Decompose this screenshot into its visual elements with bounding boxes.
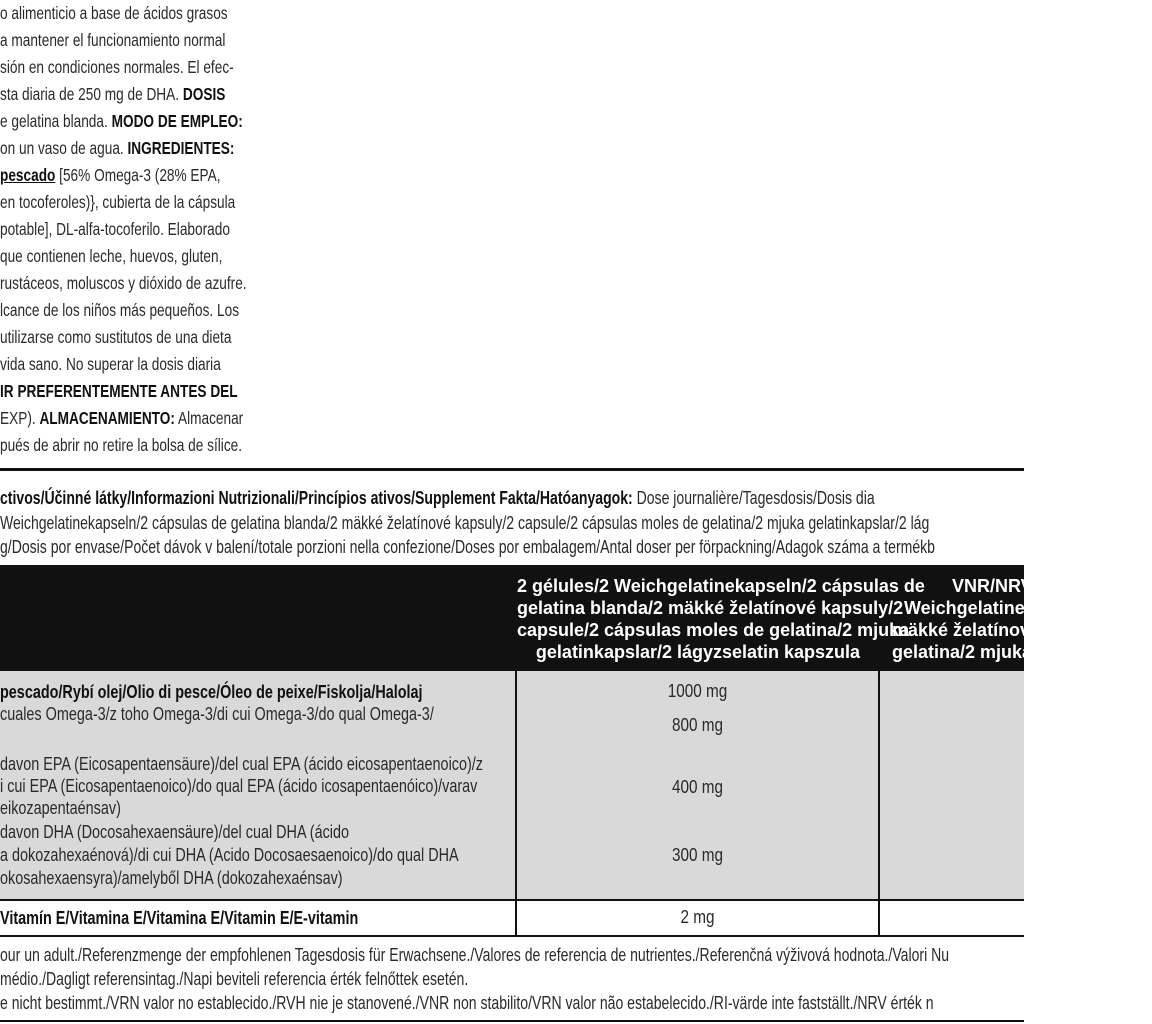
value-vitamin-e: 2 mg: [680, 907, 715, 927]
text-segment: vida sano. No superar la dosis diaria: [0, 354, 221, 374]
spanish-label-line: [0, 216, 230, 242]
spanish-label-line: [0, 378, 238, 404]
bold-segment: IR PREFERENTEMENTE ANTES DEL: [0, 381, 238, 401]
bottom-divider: [0, 1020, 1024, 1022]
nrv-header-line: gelatina/2 mjuka g: [892, 642, 1049, 662]
bold-segment: MODO DE EMPLEO:: [111, 111, 243, 131]
text-segment: on un vaso de agua.: [0, 138, 128, 158]
table-header: [0, 565, 1056, 671]
text-segment: que contienen leche, huevos, gluten,: [0, 246, 223, 266]
nrv-header-line: Weichgelatinekap: [904, 598, 1056, 618]
spanish-label-text: [0, 0, 268, 468]
value-omega3: 800 mg: [671, 715, 724, 735]
row-epa-line3: eikozapentaénsav): [0, 798, 121, 818]
nrv-header-line: VNR/NRV: [952, 576, 1033, 596]
row-epa-line2: i cui EPA (Eicosapentaenoico)/do qual EPA (ácido icosapentaenóico)/varav: [0, 776, 478, 796]
bold-segment: DOSIS: [182, 84, 226, 104]
text-segment: lcance de los niños más pequeños. Los: [0, 300, 240, 320]
spanish-label-line: [0, 0, 228, 26]
text-segment: rustáceos, moluscos y dióxido de azufre.: [0, 273, 247, 293]
row-dha-line2: a dokozahexaénová)/di cui DHA (Acido Docosaesaenoico)/do qual DHA: [0, 845, 459, 865]
text-segment: EXP).: [0, 408, 40, 428]
dose-header-line: capsule/2 cápsulas moles de gelatina/2 mjuka: [517, 620, 910, 640]
dose-header-line: 2 gélules/2 Weichgelatinekapseln/2 cápsulas de: [517, 576, 925, 596]
table-bottom-border: [0, 935, 1024, 937]
row-dha-line1: davon DHA (Docosahexaensäure)/del cual DHA (ácido: [0, 822, 349, 842]
table-body: [0, 671, 1024, 899]
serving-size-line: Weichgelatinekapseln/2 cápsulas de gelatina blanda/2 mäkké želatínové kapsuly/2 capsule/2 cápsulas moles de gelatina/2 mjuka gelatinkapslar/2 lág: [0, 513, 930, 533]
value-fish-oil: 1000 mg: [667, 681, 728, 701]
spanish-label-line: [0, 324, 231, 350]
text-segment: sta diaria de 250 mg de DHA.: [0, 84, 183, 104]
servings-per-container-line: g/Dosis por envase/Počet dávok v balení/totale porzioni nella confezione/Doses por embalagem/Antal doser per förpackning/Adagok száma a termékb: [0, 537, 935, 557]
active-ingredients-header: [0, 486, 875, 510]
row-epa-line1: davon EPA (Eicosapentaensäure)/del cual EPA (ácido eicosapentaenoico)/z: [0, 754, 483, 774]
spanish-label-line: [0, 108, 243, 134]
text-segment: potable], DL-alfa-tocoferilo. Elaborado: [0, 219, 230, 239]
spanish-label-line: [0, 270, 247, 296]
footnote-reference-values: our un adult./Referenzmenge der empfohlenen Tagesdosis für Erwachsene./Valores de referencia de nutrientes./Referenčná výživová hodnota./Valori Nu: [0, 945, 950, 965]
text-segment: sión en condiciones normales. El efec-: [0, 57, 234, 77]
spanish-label-line: [0, 162, 221, 188]
spanish-label-line: [0, 135, 234, 161]
active-ingredients-title: ctivos/Účinné látky/Informazioni Nutrizionali/Princípios ativos/Supplement Fakta/Hatóanyagok:: [0, 488, 633, 508]
dose-header-line: gelatina blanda/2 mäkké želatínové kapsuly/2: [517, 598, 904, 618]
text-segment: o alimenticio a base de ácidos grasos: [0, 3, 228, 23]
text-segment: utilizarse como sustitutos de una dieta: [0, 327, 232, 347]
spanish-label-line: [0, 189, 235, 215]
row-dha-line3: okosahexaensyra)/amelyből DHA (dokozahexaénsav): [0, 868, 343, 888]
vitamin-e-row: [0, 901, 1024, 935]
nutrition-table: [0, 565, 1056, 935]
bold-segment: pescado: [0, 165, 56, 185]
column-divider: [515, 671, 517, 935]
value-epa: 400 mg: [671, 777, 724, 797]
row-omega3: cuales Omega-3/z toho Omega-3/di cui Omega-3/do qual Omega-3/: [0, 704, 434, 724]
top-divider: [0, 468, 1024, 471]
spanish-label-line: [0, 27, 225, 53]
footnote-nrv-not-established: e nicht bestimmt./VRN valor no establecido./RVH nie je stanovené./VNR non stabilito/VRN valor não estabelecido./RI-värde inte fastställt./NRV érték n: [0, 993, 934, 1013]
row-fish-oil: pescado/Rybí olej/Olio di pesce/Óleo de peixe/Fiskolja/Halolaj: [0, 682, 423, 702]
row-vitamin-e: Vitamín E/Vitamina E/Vitamina E/Vitamin E/E-vitamin: [0, 908, 359, 928]
text-segment: a mantener el funcionamiento normal: [0, 30, 226, 50]
dose-column-header: [517, 575, 925, 663]
bold-segment: INGREDIENTES:: [127, 138, 235, 158]
footnote-reference-values-cont: médio./Dagligt referensintag./Napi beviteli referencia érték felnőttek esetén.: [0, 969, 469, 989]
text-segment: en tocoferoles)}, cubierta de la cápsula: [0, 192, 236, 212]
daily-dose-label: Dose journalière/Tagesdosis/Dosis dia: [632, 488, 875, 508]
spanish-label-line: [0, 432, 242, 458]
column-divider: [878, 671, 880, 935]
nrv-header-line: mäkké želatínové k: [892, 620, 1056, 640]
spanish-label-line: [0, 351, 221, 377]
spanish-label-line: [0, 54, 234, 80]
spanish-label-line: [0, 405, 243, 431]
text-segment: e gelatina blanda.: [0, 111, 112, 131]
spanish-label-line: [0, 297, 239, 323]
bold-segment: ALMACENAMIENTO:: [39, 408, 175, 428]
text-segment: [56% Omega-3 (28% EPA,: [55, 165, 221, 185]
value-dha: 300 mg: [671, 845, 724, 865]
spanish-label-line: [0, 243, 222, 269]
text-segment: Almacenar: [174, 408, 244, 428]
nrv-column-header: [880, 575, 1152, 663]
spanish-label-line: [0, 81, 225, 107]
dose-header-line: gelatinkapslar/2 lágyzselatin kapszula: [535, 642, 861, 662]
text-segment: pués de abrir no retire la bolsa de sílice.: [0, 435, 243, 455]
